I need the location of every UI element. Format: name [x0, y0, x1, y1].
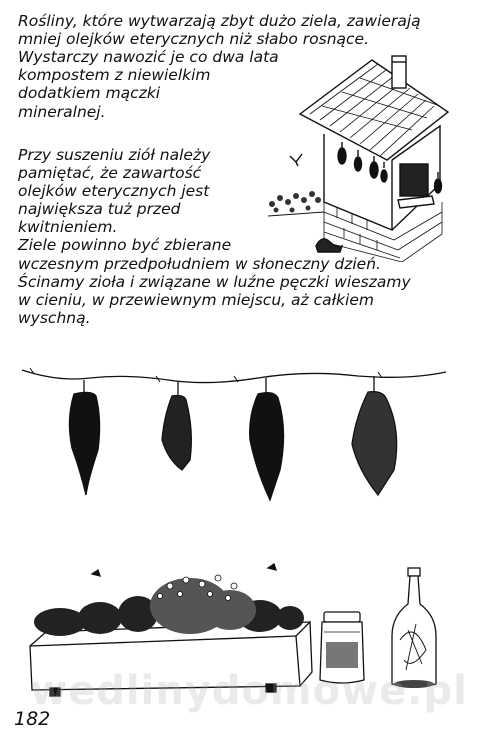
- text-line: Rośliny, które wytwarzają zbyt dużo ziela, zawierają: [18, 12, 421, 30]
- herb-bundle: [69, 380, 99, 495]
- text-line: wyschną.: [18, 309, 91, 327]
- herb-bundle: [352, 376, 397, 495]
- text-line: największa tuż przed: [18, 200, 181, 218]
- text-line: Wystarczy nawozić je co dwa lata: [18, 48, 279, 66]
- text-line: olejków eterycznych jest: [18, 182, 210, 200]
- text-line: wczesnym przedpołudniem w słoneczny dzień.: [18, 255, 381, 273]
- herb-bundle: [162, 382, 191, 470]
- text-line: Ścinamy zioła i związane w luźne pęczki wieszamy: [18, 273, 411, 291]
- page-number: 182: [14, 708, 51, 730]
- text-line: kompostem z niewielkim: [18, 66, 211, 84]
- text-line: Ziele powinno być zbierane: [18, 236, 232, 254]
- text-line: w cieniu, w przewiewnym miejscu, aż całkiem: [18, 291, 374, 309]
- herb-bundle: [250, 378, 284, 500]
- house-illustration: [262, 52, 452, 262]
- text-line: dodatkiem mączki: [18, 84, 161, 102]
- text-line: Przy suszeniu ziół należy: [18, 146, 211, 164]
- text-line: mniej olejków eterycznych niż słabo rosnące.: [18, 30, 370, 48]
- text-line: pamiętać, że zawartość: [18, 164, 202, 182]
- hanging-herbs-illustration: [18, 360, 450, 510]
- text-line: kwitnieniem.: [18, 218, 118, 236]
- watermark: wedlinydomowe.pl: [30, 668, 468, 714]
- text-line: mineralnej.: [18, 103, 106, 121]
